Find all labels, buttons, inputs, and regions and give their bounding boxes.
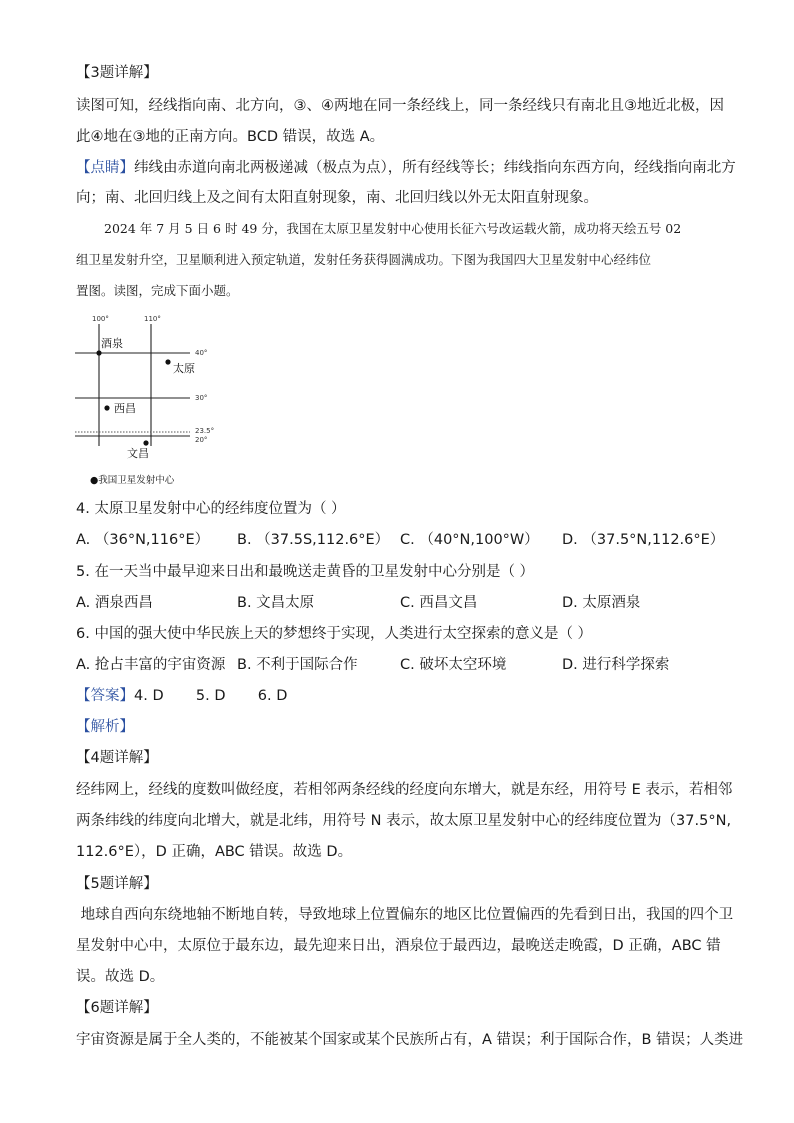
site-wenchang-dot — [143, 440, 148, 445]
answer-line — [76, 686, 287, 706]
lon-label-100: 100° — [92, 315, 109, 323]
lat-label-40: 40° — [195, 349, 208, 357]
site-taiyuan-dot — [165, 359, 170, 364]
q6-option-b: B. 不利于国际合作 — [237, 657, 358, 673]
q6-option-c: C. 破坏太空环境 — [400, 657, 507, 673]
intro-line1: 2024 年 7 月 5 日 6 时 49 分，我国在太原卫星发射中心使用长征六号改运载火箭，成功将天绘五号 02 — [104, 221, 682, 236]
q5-option-a: A. 酒泉西昌 — [76, 595, 153, 611]
section5-line2: 星发射中心中，太原位于最东边，最先迎来日出，酒泉位于最西边，最晚送走晚霞，D 正确，ABC 错 — [76, 938, 721, 954]
section5-line3: 误。故选 D。 — [76, 969, 165, 985]
q6-option-d: D. 进行科学探索 — [562, 657, 670, 673]
section4-line1: 经纬网上，经线的度数叫做经度，若相邻两条经线的经度向东增大，就是东经，用符号 E 表示，若相邻 — [76, 782, 733, 798]
section4-line3: 112.6°E），D 正确，ABC 错误。故选 D。 — [76, 844, 353, 860]
lat-label-30: 30° — [195, 394, 208, 402]
dianjing-line2: 向；南、北回归线上及之间有太阳直射现象，南、北回归线以外无太阳直射现象。 — [76, 190, 598, 206]
site-xichang-label: 西昌 — [114, 402, 136, 415]
site-xichang-dot — [104, 405, 109, 410]
q5-option-b: B. 文昌太原 — [237, 595, 315, 611]
analysis-label: 【解析】 — [76, 719, 134, 735]
section3-header: 【3题详解】 — [76, 65, 158, 81]
q4-option-c: C. （40°N,100°W） — [400, 532, 539, 548]
lat-label-20: 20° — [195, 436, 208, 444]
section3-line2: 此④地在③地的正南方向。BCD 错误，故选 A。 — [76, 129, 385, 145]
dianjing-label: 【点睛】 — [76, 160, 134, 176]
section4-header: 【4题详解】 — [76, 750, 158, 766]
q4-option-a: A. （36°N,116°E） — [76, 532, 210, 548]
dianjing-line1 — [76, 158, 736, 178]
q5-option-d: D. 太原酒泉 — [562, 595, 641, 611]
site-jiuquan-dot — [96, 350, 101, 355]
q4-option-d: D. （37.5°N,112.6°E） — [562, 532, 725, 548]
lat-label-23-5: 23.5° — [195, 427, 215, 435]
section3-line1: 读图可知，经线指向南、北方向，③、④两地在同一条经线上，同一条经线只有南北且③地近北极，因 — [76, 98, 724, 114]
section5-line1: 地球自西向东绕地轴不断地自转，导致地球上位置偏东的地区比位置偏西的先看到日出，我国的四个卫 — [76, 907, 734, 923]
q5-option-c: C. 西昌文昌 — [400, 595, 478, 611]
site-jiuquan-label: 酒泉 — [101, 337, 123, 350]
launch-center-map — [72, 312, 222, 490]
dianjing-text1: 纬线由赤道向南北两极递减（极点为点），所有经线等长；纬线指向东西方向，经线指向南北方 — [134, 160, 736, 176]
intro-line3: 置图。读图，完成下面小题。 — [76, 283, 239, 298]
lon-label-110: 110° — [144, 315, 161, 323]
section5-header: 【5题详解】 — [76, 876, 158, 892]
answer-label: 【答案】 — [76, 688, 134, 704]
intro-line2: 组卫星发射升空，卫星顺利进入预定轨道，发射任务获得圆满成功。下图为我国四大卫星发射中心经纬位 — [76, 252, 652, 267]
site-wenchang-label: 文昌 — [127, 447, 149, 460]
section6-header: 【6题详解】 — [76, 1000, 158, 1016]
map-legend: ●我国卫星发射中心 — [90, 475, 175, 486]
section4-line2: 两条纬线的纬度向北增大，就是北纬，用符号 N 表示，故太原卫星发射中心的经纬度位置为（37.5°N, — [76, 813, 732, 829]
answer-text: 4. D 5. D 6. D — [134, 688, 288, 704]
section6-line1: 宇宙资源是属于全人类的，不能被某个国家或某个民族所占有，A 错误；利于国际合作，B 错误；人类进 — [76, 1032, 744, 1048]
q6-stem: 6. 中国的强大使中华民族上天的梦想终于实现，人类进行太空探索的意义是（ ） — [76, 626, 593, 642]
q6-option-a: A. 抢占丰富的宇宙资源 — [76, 657, 226, 673]
q5-stem: 5. 在一天当中最早迎来日出和最晚送走黄昏的卫星发射中心分别是（ ） — [76, 564, 535, 580]
q4-stem: 4. 太原卫星发射中心的经纬度位置为（ ） — [76, 501, 346, 517]
q4-option-b: B. （37.5S,112.6°E） — [237, 532, 390, 548]
site-taiyuan-label: 太原 — [173, 362, 195, 375]
